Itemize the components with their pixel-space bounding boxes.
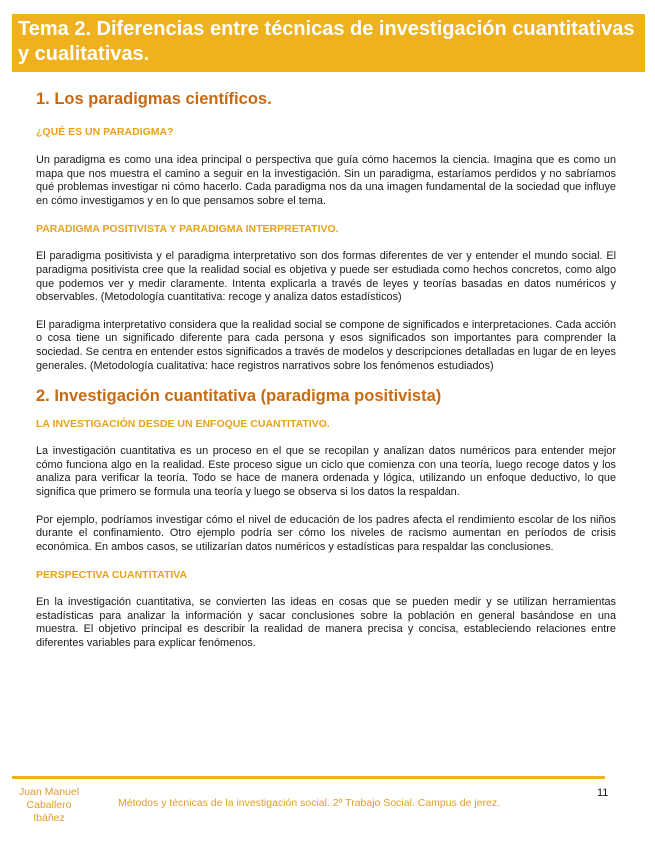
page-number: 11 (597, 787, 609, 799)
footer-course: Métodos y técnicas de la investigación social. 2º Trabajo Social. Campus de jerez. (118, 797, 501, 809)
subsection-heading-perspectiva-cuantitativa: PERSPECTIVA CUANTITATIVA (36, 569, 188, 582)
paragraph-positivista: El paradigma positivista y el paradigma interpretativo son dos formas diferentes de ver y entender el mundo social. El paradigma positivista cree que la realidad social es objetiva y puede ser estudiada como hechos concretos, como algo que podemos ver y medir claramente. Intenta explicarla a través de leyes y teorías basadas en datos numéricos y observables. (Metodología cuantitativa: recoge y analiza datos estadísticos) (36, 250, 616, 304)
page-title: Tema 2. Diferencias entre técnicas de investigación cuantitativas y cualitativas. (18, 18, 635, 65)
document-body (36, 84, 616, 651)
subsection-heading-que-es-paradigma: ¿QUÉ ES UN PARADIGMA? (36, 126, 174, 138)
paragraph-ejemplos: Por ejemplo, podríamos investigar cómo el nivel de educación de los padres afecta el rendimiento escolar de los niños durante el confinamiento. Otro ejemplo podría ser cómo los niveles de racismo aumentan en períodos de crisis económica. En ambos casos, se utilizarían datos numéricos y estadísticas para respaldar las conclusiones. (36, 513, 616, 553)
subsection-heading-positivista-interpretativo: PARADIGMA POSITIVISTA Y PARADIGMA INTERPRETATIVO. (36, 223, 339, 236)
paragraph-definicion-paradigma: Un paradigma es como una idea principal o perspectiva que guía cómo hacemos la ciencia. Imagina que es como un mapa que nos muestra el camino a seguir en la investigación. Sin un paradigma, estaríamos perdidos y no sabríamos qué problemas investigar ni cómo hacerlo. Cada paradigma nos da una imagen fundamental de la sociedad que influye en cómo investigamos y en lo que pensamos sobre el tema. (36, 154, 616, 207)
paragraph-interpretativo: El paradigma interpretativo considera que la realidad social se compone de significados e interpretaciones. Cada acción o cosa tiene un significado diferente para cada persona y esos significados son importantes para comprender la sociedad. Se centra en entender estos significados a través de modelos y descripciones detalladas en lugar de en leyes generales. (Metodología cualitativa: hace registros narrativos sobre los fenómenos estudiados) (36, 318, 616, 372)
section-heading-investigacion-cuantitativa: 2. Investigación cuantitativa (paradigma positivista) (36, 387, 442, 406)
subsection-heading-enfoque-cuantitativo: LA INVESTIGACIÓN DESDE UN ENFOQUE CUANTITATIVO. (36, 418, 330, 431)
section-heading-paradigmas: 1. Los paradigmas científicos. (36, 90, 272, 108)
paragraph-proceso-cuantitativo: La investigación cuantitativa es un proceso en el que se recopilan y analizan datos numéricos para entender mejor cómo funciona algo en la realidad. Este proceso sigue un ciclo que comienza con una teoría, luego recoge datos y los analiza para verificar la teoría. Todo se hace de manera ordenada y lógica, utilizando un enfoque deductivo, lo que significa que primero se formula una teoría y luego se observa si los datos la respaldan. (36, 445, 616, 498)
footer-divider (12, 776, 605, 779)
title-banner (12, 14, 645, 72)
footer-author: Juan Manuel Caballero Ibáñez (18, 786, 80, 824)
paragraph-perspectiva: En la investigación cuantitativa, se convierten las ideas en cosas que se pueden medir y se utilizan herramientas estadísticas para analizar la información y sacar conclusiones sobre la población en general basándose en una muestra. El objetivo principal es describir la realidad de manera precisa y concisa, estableciendo relaciones entre diferentes variables para explicar fenómenos. (36, 596, 616, 650)
